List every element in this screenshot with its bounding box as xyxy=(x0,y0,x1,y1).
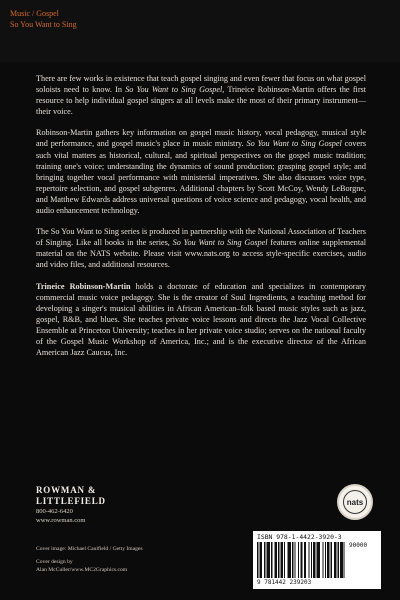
barcode-bar xyxy=(281,542,282,578)
blurb-paragraph-2 xyxy=(36,127,366,216)
barcode-bar xyxy=(267,542,268,578)
barcode-bar xyxy=(282,542,284,578)
publisher-block xyxy=(36,485,196,525)
blurb-p3-text-a: The So You Want to Sing series is produced in partnership with the National Association of Teachers of Singing. Like all books in the series, xyxy=(36,227,366,248)
barcode-bar xyxy=(305,542,306,578)
barcode-bar xyxy=(295,542,296,578)
barcode-bar xyxy=(276,542,277,578)
blurb-p3-text-b: features online supplemental material on the NATS website. Please visit www.nats.org to access style-specific exercises, audio and video files, and additional resources. xyxy=(36,238,367,270)
barcode-graphic xyxy=(257,542,345,578)
barcode-bar xyxy=(325,542,326,578)
barcode-bar xyxy=(329,542,330,578)
barcode-price-code: 90000 xyxy=(349,542,368,549)
blurb-p2-text-b: covers such vital matters as historical, cultural, and spiritual perspectives on the gospel music tradition; training one's voice; understanding the dynamics of sound production; grasping gospel style; and bringing together vocal performance with ministerial imperatives. She also discusses voice type, repertoire selection, and gospel subgenres. Additional chapters by Scott McCoy, Wendy LeBorgne, and Matthew Edwards address universal questions of voice science and pedagogy, vocal health, and audio enhancement technology. xyxy=(36,139,367,216)
barcode-bar xyxy=(298,542,299,578)
barcode-bar xyxy=(261,542,263,578)
barcode-bar xyxy=(331,542,333,578)
barcode-bar xyxy=(334,542,336,578)
category-line-series: So You Want to Sing xyxy=(10,20,77,29)
barcode-bar xyxy=(318,542,319,578)
back-cover-text xyxy=(36,73,366,368)
barcode-bar xyxy=(271,542,273,578)
blurb-paragraph-3 xyxy=(36,226,366,270)
category-label xyxy=(10,8,77,30)
barcode-bar xyxy=(268,542,270,578)
barcode-bar xyxy=(290,542,291,578)
nats-seal-label: nats xyxy=(343,490,367,514)
barcode-bar xyxy=(345,542,346,578)
barcode-bar xyxy=(327,542,329,578)
barcode-bar xyxy=(284,542,285,578)
blurb-p2-text-a: Robinson-Martin gathers key information on gospel music history, vocal pedagogy, musical style and performance, and gospel music's place in music ministry. xyxy=(36,128,366,149)
blurb-p1-text-a: There are few works in existence that teach gospel singing and even fewer that focus on what gospel soloists need to know. In xyxy=(36,74,366,95)
isbn-number: ISBN 978-1-4422-3920-3 xyxy=(257,533,342,541)
publisher-phone: 800-462-6420 xyxy=(36,508,73,515)
cover-designer-credit: Alan McCuller/www.MC2Graphics.com xyxy=(36,567,128,573)
author-bio-text: holds a doctorate of education and specializes in contemporary commercial music voice pedagogy. She is the creator of Soul Ingredients, a teaching method for developing a singer's musical abilities in African American–folk based music styles such as jazz, gospel, R&B, and blues. She teaches private voice lessons and directs the Jazz Vocal Collective Ensemble at Princeton University; teaches in her private voice studio; serves on the national faculty of the Gospel Music Workshop of America, Inc.; and is the executive director of the African American Jazz Caucus, Inc. xyxy=(36,281,366,358)
barcode-bar xyxy=(304,542,305,578)
author-bio xyxy=(36,281,366,359)
barcode-bar xyxy=(260,542,261,578)
barcode-bar xyxy=(315,542,316,578)
category-line-genre: Music / Gospel xyxy=(10,9,59,18)
barcode-bar xyxy=(309,542,310,578)
barcode-bar xyxy=(338,542,340,578)
barcode-bar xyxy=(292,542,294,578)
barcode-bar xyxy=(313,542,315,578)
isbn-barcode xyxy=(253,531,381,589)
blurb-p3-book-title: So You Want to Sing Gospel xyxy=(172,238,268,248)
barcode-bar xyxy=(336,542,337,578)
barcode-bar xyxy=(302,542,303,578)
barcode-bar xyxy=(323,542,324,578)
barcode-bar xyxy=(264,542,266,578)
barcode-bar xyxy=(269,542,270,578)
cover-image-credit: Cover image: Michael Caulfield / Getty Images xyxy=(36,546,143,552)
barcode-bar xyxy=(257,542,259,578)
nats-seal-logo xyxy=(337,484,373,520)
publisher-website: www.rowman.com xyxy=(36,517,86,524)
barcode-bar xyxy=(340,542,341,578)
blurb-p1-book-title: So You Want to Sing Gospel, xyxy=(125,85,225,95)
barcode-digits: 9 781442 239203 xyxy=(257,579,312,586)
blurb-paragraph-1 xyxy=(36,73,366,117)
publisher-name-line-1: ROWMAN & xyxy=(36,485,97,495)
blurb-p1-text-b: Trineice Robinson-Martin offers the first resource to help individual gospel singers at all levels make the most of their primary instrument—their voice. xyxy=(36,85,367,117)
barcode-bar xyxy=(301,542,302,578)
blurb-p2-book-title: So You Want to Sing Gospel xyxy=(246,139,342,149)
barcode-bar xyxy=(289,542,291,578)
cover-design-label: Cover design by xyxy=(36,559,73,565)
barcode-bar xyxy=(288,542,289,578)
cover-credits xyxy=(36,545,216,574)
barcode-bar xyxy=(343,542,344,578)
barcode-bar xyxy=(317,542,319,578)
publisher-name-line-2: LITTLEFIELD xyxy=(36,496,106,506)
barcode-bar xyxy=(311,542,312,578)
barcode-bar xyxy=(341,542,343,578)
barcode-bar xyxy=(278,542,280,578)
barcode-bar xyxy=(319,542,320,578)
barcode-bar xyxy=(275,542,277,578)
author-name: Trineice Robinson-Martin xyxy=(36,281,131,291)
